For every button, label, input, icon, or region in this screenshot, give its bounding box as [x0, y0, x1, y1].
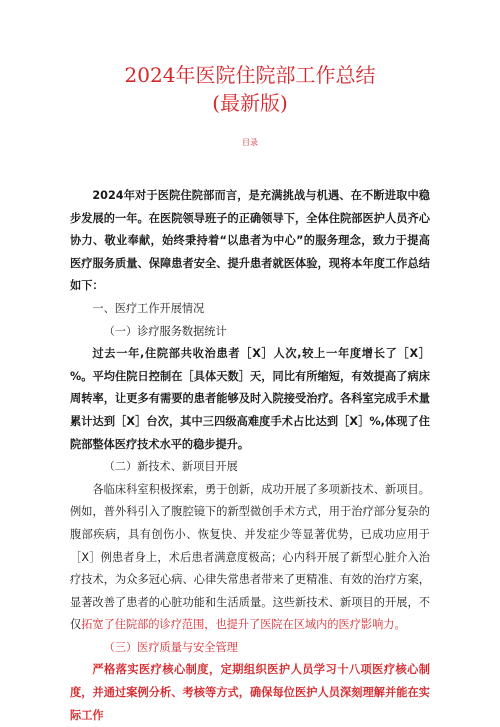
intro-text: 2024年对于医院住院部而言，是充满挑战与机遇、在不断进取中稳步发展的一年。在医院领导班子的正确领导下，全体住院部医护人员齐心协力、敬业奉献，始终秉持着“以患者为中心”的服务理念，致力于提高医疗服务质量、保障患者安全、提升患者就医体验，现将本年度工作总结如下： [70, 189, 430, 293]
paragraph [70, 343, 430, 456]
subsection-heading: （三）医疗质量与安全管理 [103, 640, 238, 654]
document-title: 2024年医院住院部工作总结 [124, 63, 376, 87]
subsection-heading: （二）新技术、新项目开展 [103, 460, 238, 474]
subsection-heading: （一）诊疗服务数据统计 [103, 324, 227, 338]
document-subtitle: (最新版) [212, 91, 288, 115]
paragraph [70, 659, 430, 727]
paragraph-text: 各临床科室积极探索，勇于创新，成功开展了多项新技术、新项目。例如，普外科引入了腹腔镜下的新型微创手术方式，用于治疗部分复杂的腹部疾病，具有创伤小、恢复快、并发症少等显著优势，已成功应用于［X］例患者身上，术后患者满意度极高；心内科开展了新型心脏介入治疗技术，为众多冠心病、心律失常患者带来了更精准、有效的治疗方案，显著改善了患者的心脏功能和生活质量。这些新技术、新项目的开展，不仅 [70, 482, 430, 632]
section-heading: 一、医疗工作开展情况 [92, 301, 205, 315]
document-body [70, 185, 430, 727]
highlighted-text: 拓宽了住院部的诊疗范围，也提升了医院在区域内的医疗影响力。 [81, 618, 406, 632]
paragraph-text: 过去一年,住院部共收治患者［X］人次,较上一年度增长了［X］%。平均住院日控制在［具体天数］天，同比有所缩短，有效提高了病床周转率，让更多有需要的患者能够及时入院接受治疗。各科室完成手术量累计达到［X］台次，其中三四级高难度手术占比达到［X］%,体现了住院部整体医疗技术水平的稳步提升。 [70, 347, 430, 451]
toc-link[interactable]: 目录 [242, 138, 258, 147]
paragraph-text: 严格落实医疗核心制度，定期组织医护人员学习十八项医疗核心制度，并通过案例分析、考核等方式，确保每位医护人员深刻理解并能在实际工作 [70, 663, 430, 722]
paragraph [70, 479, 430, 637]
intro-paragraph [70, 185, 430, 298]
